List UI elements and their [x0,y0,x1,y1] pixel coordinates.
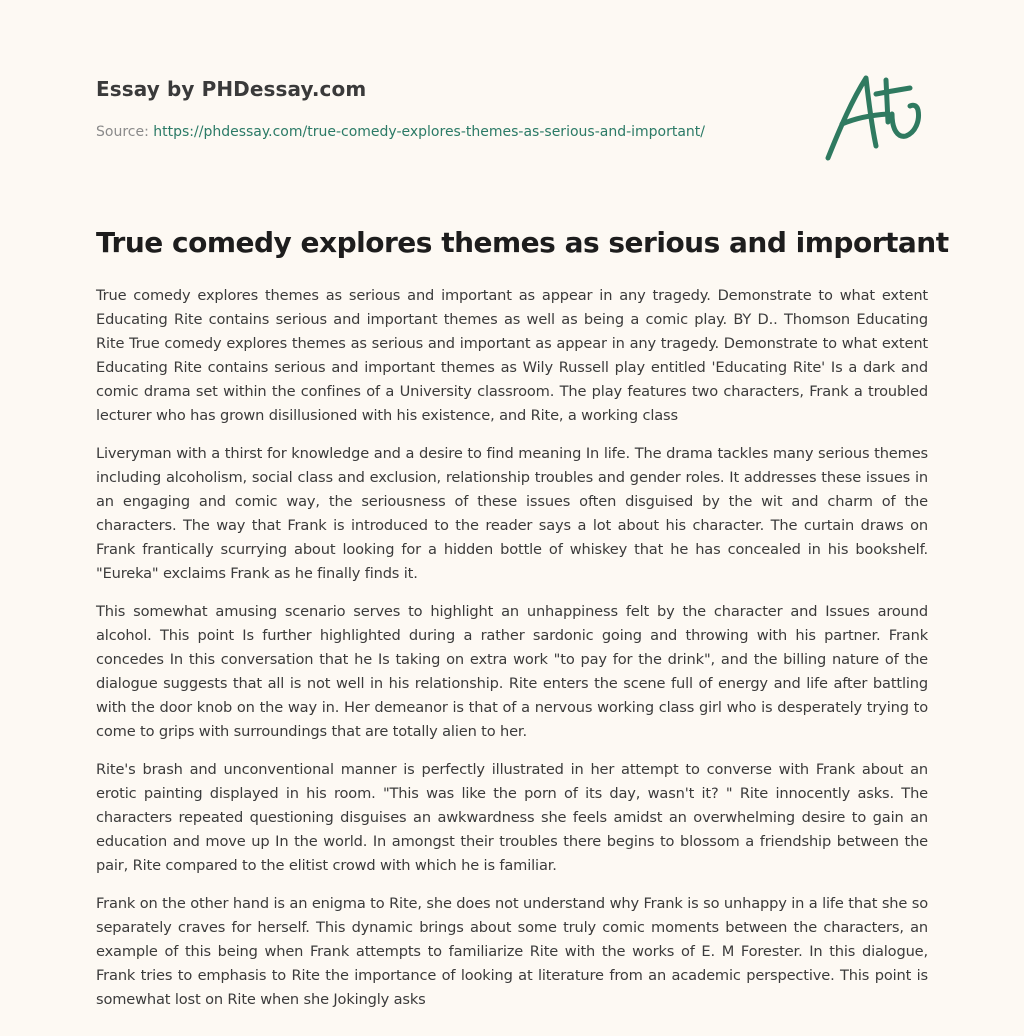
essay-paragraph: Frank on the other hand is an enigma to Rite, she does not understand why Frank is so unhappy in a life that she so separately craves for herself. This dynamic brings about some truly comic moments between the characters, an example of this being when Frank attempts to familiarize Rite with the works of E. M Forester. In this dialogue, Frank tries to emphasis to Rite the importance of looking at literature from an academic perspective. This point is somewhat lost on Rite when she Jokingly asks [96,895,928,1008]
source-label: Source: [96,124,149,140]
essay-title: True comedy explores themes as serious and important [96,226,949,259]
essay-paragraph: True comedy explores themes as serious and important as appear in any tragedy. Demonstrate to what extent Educating Rite contains serious and important themes as well as being a comic play. BY D.. Thomson Educating Rite True comedy explores themes as serious and important as appear in any tragedy. Demonstrate to what extent Educating Rite contains serious and important themes as Wily Russell play entitled 'Educating Rite' Is a dark and comic drama set within the confines of a University classroom. The play features two characters, Frank a troubled lecturer who has grown disillusioned with his existence, and Rite, a working class [96,287,928,424]
essay-paragraph: Liveryman with a thirst for knowledge and a desire to find meaning In life. The drama tackles many serious themes including alcoholism, social class and exclusion, relationship troubles and gender roles. It addresses these issues in an engaging and comic way, the seriousness of these issues often disguised by the wit and charm of the characters. The way that Frank is introduced to the reader says a lot about his character. The curtain draws on Frank frantically scurrying about looking for a hidden bottle of whiskey that he has concealed in his bookshelf. "Eureka" exclaims Frank as he finally finds it. [96,445,928,582]
site-title: Essay by PHDessay.com [96,77,367,101]
essay-paragraph: Rite's brash and unconventional manner is perfectly illustrated in her attempt to converse with Frank about an erotic painting displayed in his room. "This was like the porn of its day, wasn't it? " Rite innocently asks. The characters repeated questioning disguises an awkwardness she feels amidst an overwhelming desire to gain an education and move up In the world. In amongst their troubles there begins to blossom a friendship between the pair, Rite compared to the elitist crowd with which he is familiar. [96,761,928,874]
a-plus-grade-icon [822,66,926,166]
source-line [96,124,705,140]
essay-body [96,284,928,1026]
essay-paragraph: This somewhat amusing scenario serves to highlight an unhappiness felt by the character and Issues around alcohol. This point Is further highlighted during a rather sardonic going and throwing with his partner. Frank concedes In this conversation that he Is taking on extra work "to pay for the drink", and the billing nature of the dialogue suggests that all is not well in his relationship. Rite enters the scene full of energy and life after battling with the door knob on the way in. Her demeanor is that of a nervous working class girl who is desperately trying to come to grips with surroundings that are totally alien to her. [96,603,928,740]
source-link[interactable]: https://phdessay.com/true-comedy-explores-themes-as-serious-and-important/ [153,124,706,140]
